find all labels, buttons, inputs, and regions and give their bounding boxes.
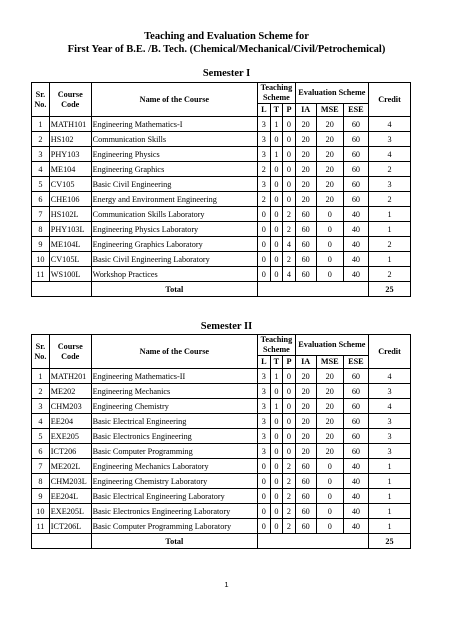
course-name-cell: Communication Skills [91,132,257,147]
credit-cell: 1 [369,519,411,534]
p-cell: 0 [283,132,296,147]
credit-cell: 3 [369,177,411,192]
mse-cell: 20 [316,399,343,414]
sr-no-cell: 7 [32,207,50,222]
course-code-cell: CHM203L [49,474,91,489]
mse-cell: 0 [316,474,343,489]
t-header: T [270,104,283,117]
ese-cell: 60 [343,444,368,459]
mse-cell: 0 [316,459,343,474]
course-name-cell: Basic Electrical Engineering [91,414,257,429]
course-name-header: Name of the Course [91,83,257,117]
course-name-cell: Basic Computer Programming Laboratory [91,519,257,534]
p-cell: 0 [283,399,296,414]
table-row [32,429,411,444]
l-cell: 2 [258,162,271,177]
table-row [32,132,411,147]
sr-no-cell: 4 [32,414,50,429]
course-code-cell: EXE205L [49,504,91,519]
ese-cell: 60 [343,369,368,384]
table-row [32,369,411,384]
t-cell: 0 [270,132,283,147]
l-cell: 3 [258,429,271,444]
l-cell: 3 [258,444,271,459]
ia-cell: 20 [295,429,316,444]
ia-cell: 20 [295,444,316,459]
mse-cell: 20 [316,369,343,384]
l-cell: 0 [258,504,271,519]
course-name-cell: Engineering Chemistry [91,399,257,414]
course-name-header: Name of the Course [91,335,257,369]
l-cell: 0 [258,222,271,237]
l-cell: 0 [258,519,271,534]
credit-cell: 1 [369,252,411,267]
table-row [32,474,411,489]
table-row [32,459,411,474]
p-header: P [283,104,296,117]
p-cell: 0 [283,369,296,384]
sr-no-cell: 4 [32,162,50,177]
ia-cell: 60 [295,474,316,489]
p-cell: 2 [283,489,296,504]
table-row [32,267,411,282]
mse-cell: 20 [316,132,343,147]
credit-cell: 2 [369,162,411,177]
ese-cell: 60 [343,132,368,147]
table-row [32,222,411,237]
p-cell: 2 [283,459,296,474]
l-cell: 0 [258,267,271,282]
credit-header: Credit [369,335,411,369]
l-cell: 0 [258,459,271,474]
credit-cell: 1 [369,207,411,222]
ese-cell: 40 [343,474,368,489]
sr-no-cell: 3 [32,147,50,162]
t-cell: 0 [270,444,283,459]
sr-no-cell: 9 [32,489,50,504]
table-row [32,162,411,177]
ia-cell: 60 [295,237,316,252]
ia-cell: 60 [295,267,316,282]
sr-no-cell: 6 [32,192,50,207]
credit-cell: 1 [369,222,411,237]
l-cell: 0 [258,207,271,222]
course-code-cell: PHY103L [49,222,91,237]
ese-cell: 60 [343,117,368,132]
course-name-cell: Communication Skills Laboratory [91,207,257,222]
evaluation-scheme-header: Evaluation Scheme [295,335,368,356]
p-cell: 0 [283,384,296,399]
ese-cell: 60 [343,177,368,192]
table-row [32,399,411,414]
course-name-cell: Engineering Mechanics Laboratory [91,459,257,474]
ese-header: ESE [343,356,368,369]
sr-no-cell: 2 [32,384,50,399]
sr-no-header: Sr. No. [32,335,50,369]
semester-2-table [31,334,411,549]
credit-cell: 4 [369,117,411,132]
l-cell: 0 [258,474,271,489]
ese-cell: 40 [343,207,368,222]
course-code-header: Course Code [49,83,91,117]
course-code-cell: EXE205 [49,429,91,444]
course-code-cell: CHM203 [49,399,91,414]
course-code-cell: ME104 [49,162,91,177]
credit-cell: 3 [369,132,411,147]
t-cell: 0 [270,237,283,252]
ese-cell: 40 [343,504,368,519]
course-code-cell: PHY103 [49,147,91,162]
p-cell: 4 [283,237,296,252]
p-cell: 0 [283,117,296,132]
t-cell: 1 [270,369,283,384]
credit-cell: 2 [369,237,411,252]
sr-no-cell: 8 [32,474,50,489]
credit-cell: 4 [369,369,411,384]
mse-header: MSE [316,356,343,369]
course-code-cell: CV105L [49,252,91,267]
ese-cell: 60 [343,399,368,414]
p-header: P [283,356,296,369]
p-cell: 0 [283,192,296,207]
ia-header: IA [295,104,316,117]
t-cell: 0 [270,474,283,489]
t-cell: 0 [270,519,283,534]
title-line-1: Teaching and Evaluation Scheme for [144,31,309,42]
course-code-cell: ME104L [49,237,91,252]
table-row [32,237,411,252]
t-cell: 0 [270,192,283,207]
ese-cell: 40 [343,519,368,534]
sr-no-cell: 7 [32,459,50,474]
sr-no-cell: 11 [32,267,50,282]
ese-cell: 40 [343,222,368,237]
ese-cell: 60 [343,414,368,429]
course-name-cell: Basic Electronics Engineering [91,429,257,444]
ese-cell: 40 [343,459,368,474]
credit-cell: 2 [369,267,411,282]
credit-cell: 4 [369,399,411,414]
course-name-cell: Basic Computer Programming [91,444,257,459]
mse-cell: 0 [316,267,343,282]
p-cell: 0 [283,147,296,162]
l-cell: 3 [258,414,271,429]
t-cell: 0 [270,177,283,192]
table-row [32,489,411,504]
course-code-cell: EE204L [49,489,91,504]
course-name-cell: Engineering Mathematics-I [91,117,257,132]
mse-header: MSE [316,104,343,117]
mse-cell: 20 [316,117,343,132]
ese-cell: 60 [343,384,368,399]
l-cell: 3 [258,384,271,399]
sr-no-cell: 3 [32,399,50,414]
ia-cell: 60 [295,459,316,474]
p-cell: 4 [283,267,296,282]
l-cell: 0 [258,489,271,504]
sr-no-cell: 8 [32,222,50,237]
course-code-cell: HS102 [49,132,91,147]
t-cell: 0 [270,489,283,504]
sr-no-cell: 5 [32,177,50,192]
ia-cell: 60 [295,222,316,237]
l-header: L [258,356,271,369]
p-cell: 2 [283,504,296,519]
teaching-scheme-header: Teaching Scheme [258,83,296,104]
ese-cell: 60 [343,192,368,207]
l-cell: 3 [258,177,271,192]
course-code-cell: MATH101 [49,117,91,132]
t-cell: 0 [270,504,283,519]
mse-cell: 20 [316,414,343,429]
table-row [32,147,411,162]
ia-header: IA [295,356,316,369]
ia-cell: 60 [295,252,316,267]
course-name-cell: Energy and Environment Engineering [91,192,257,207]
l-cell: 3 [258,399,271,414]
ese-cell: 60 [343,429,368,444]
semester-2-title: Semester II [200,321,253,332]
mse-cell: 20 [316,147,343,162]
total-blank-cell [32,282,92,297]
l-cell: 3 [258,117,271,132]
sr-no-cell: 1 [32,117,50,132]
p-cell: 0 [283,444,296,459]
t-cell: 0 [270,222,283,237]
t-cell: 0 [270,267,283,282]
t-header: T [270,356,283,369]
course-name-cell: Basic Electronics Engineering Laboratory [91,504,257,519]
t-cell: 0 [270,252,283,267]
course-code-cell: WS100L [49,267,91,282]
course-name-cell: Basic Electrical Engineering Laboratory [91,489,257,504]
table-row [32,384,411,399]
ia-cell: 60 [295,489,316,504]
course-name-cell: Basic Civil Engineering [91,177,257,192]
sr-no-cell: 10 [32,252,50,267]
ia-cell: 20 [295,399,316,414]
l-cell: 3 [258,132,271,147]
ia-cell: 20 [295,177,316,192]
sr-no-header: Sr. No. [32,83,50,117]
p-cell: 0 [283,162,296,177]
total-credit: 25 [369,282,411,297]
course-code-cell: MATH201 [49,369,91,384]
credit-cell: 3 [369,444,411,459]
mse-cell: 20 [316,444,343,459]
course-name-cell: Engineering Physics [91,147,257,162]
sr-no-cell: 9 [32,237,50,252]
course-name-cell: Engineering Graphics [91,162,257,177]
ia-cell: 60 [295,504,316,519]
table-row [32,444,411,459]
l-cell: 2 [258,192,271,207]
mse-cell: 0 [316,252,343,267]
p-cell: 2 [283,519,296,534]
table-row [32,177,411,192]
document-title [0,30,453,56]
ese-cell: 60 [343,162,368,177]
ia-cell: 60 [295,519,316,534]
credit-cell: 1 [369,489,411,504]
course-name-cell: Engineering Physics Laboratory [91,222,257,237]
p-cell: 2 [283,207,296,222]
course-name-cell: Engineering Mathematics-II [91,369,257,384]
course-name-cell: Engineering Mechanics [91,384,257,399]
course-code-cell: HS102L [49,207,91,222]
ia-cell: 20 [295,117,316,132]
table-row [32,117,411,132]
semester-1-title: Semester I [202,68,251,79]
mse-cell: 0 [316,222,343,237]
ia-cell: 20 [295,384,316,399]
table-row [32,519,411,534]
mse-cell: 20 [316,384,343,399]
ese-cell: 40 [343,267,368,282]
ia-cell: 60 [295,207,316,222]
ia-cell: 20 [295,132,316,147]
p-cell: 0 [283,429,296,444]
sr-no-cell: 11 [32,519,50,534]
t-cell: 0 [270,207,283,222]
credit-cell: 1 [369,474,411,489]
l-cell: 3 [258,369,271,384]
mse-cell: 0 [316,237,343,252]
mse-cell: 0 [316,519,343,534]
t-cell: 1 [270,147,283,162]
course-code-cell: CHE106 [49,192,91,207]
credit-header: Credit [369,83,411,117]
course-name-cell: Workshop Practices [91,267,257,282]
credit-cell: 3 [369,414,411,429]
mse-cell: 20 [316,162,343,177]
ese-cell: 40 [343,237,368,252]
l-header: L [258,104,271,117]
ia-cell: 20 [295,162,316,177]
course-code-cell: ME202L [49,459,91,474]
course-code-cell: CV105 [49,177,91,192]
mse-cell: 0 [316,504,343,519]
t-cell: 0 [270,429,283,444]
table-row [32,252,411,267]
t-cell: 1 [270,117,283,132]
semester-1-table [31,82,411,297]
sr-no-cell: 5 [32,429,50,444]
ese-header: ESE [343,104,368,117]
mse-cell: 0 [316,207,343,222]
table-row [32,504,411,519]
course-name-cell: Basic Civil Engineering Laboratory [91,252,257,267]
mse-cell: 0 [316,489,343,504]
teaching-scheme-header: Teaching Scheme [258,335,296,356]
total-label: Total [91,534,257,549]
credit-cell: 1 [369,504,411,519]
ia-cell: 20 [295,147,316,162]
l-cell: 3 [258,147,271,162]
sr-no-cell: 10 [32,504,50,519]
mse-cell: 20 [316,177,343,192]
table-row [32,207,411,222]
t-cell: 1 [270,399,283,414]
ese-cell: 40 [343,252,368,267]
course-code-cell: ICT206L [49,519,91,534]
total-blank-cell [258,534,369,549]
t-cell: 0 [270,162,283,177]
ia-cell: 20 [295,192,316,207]
sr-no-cell: 2 [32,132,50,147]
l-cell: 0 [258,252,271,267]
credit-cell: 3 [369,429,411,444]
t-cell: 0 [270,459,283,474]
mse-cell: 20 [316,429,343,444]
l-cell: 0 [258,237,271,252]
credit-cell: 3 [369,384,411,399]
table-row [32,192,411,207]
course-code-cell: ICT206 [49,444,91,459]
credit-cell: 1 [369,459,411,474]
course-name-cell: Engineering Graphics Laboratory [91,237,257,252]
mse-cell: 20 [316,192,343,207]
course-code-header: Course Code [49,335,91,369]
t-cell: 0 [270,414,283,429]
ese-cell: 40 [343,489,368,504]
t-cell: 0 [270,384,283,399]
total-row [32,282,411,297]
evaluation-scheme-header: Evaluation Scheme [295,83,368,104]
p-cell: 2 [283,252,296,267]
total-label: Total [91,282,257,297]
ia-cell: 20 [295,369,316,384]
course-code-cell: ME202 [49,384,91,399]
page-number: 1 [224,580,229,589]
table-row [32,414,411,429]
p-cell: 2 [283,222,296,237]
total-blank-cell [258,282,369,297]
p-cell: 0 [283,414,296,429]
p-cell: 0 [283,177,296,192]
credit-cell: 4 [369,147,411,162]
course-code-cell: EE204 [49,414,91,429]
sr-no-cell: 6 [32,444,50,459]
p-cell: 2 [283,474,296,489]
course-name-cell: Engineering Chemistry Laboratory [91,474,257,489]
ese-cell: 60 [343,147,368,162]
credit-cell: 2 [369,192,411,207]
total-blank-cell [32,534,92,549]
title-line-2: First Year of B.E. /B. Tech. (Chemical/Mechanical/Civil/Petrochemical) [67,44,386,55]
total-row [32,534,411,549]
ia-cell: 20 [295,414,316,429]
total-credit: 25 [369,534,411,549]
sr-no-cell: 1 [32,369,50,384]
